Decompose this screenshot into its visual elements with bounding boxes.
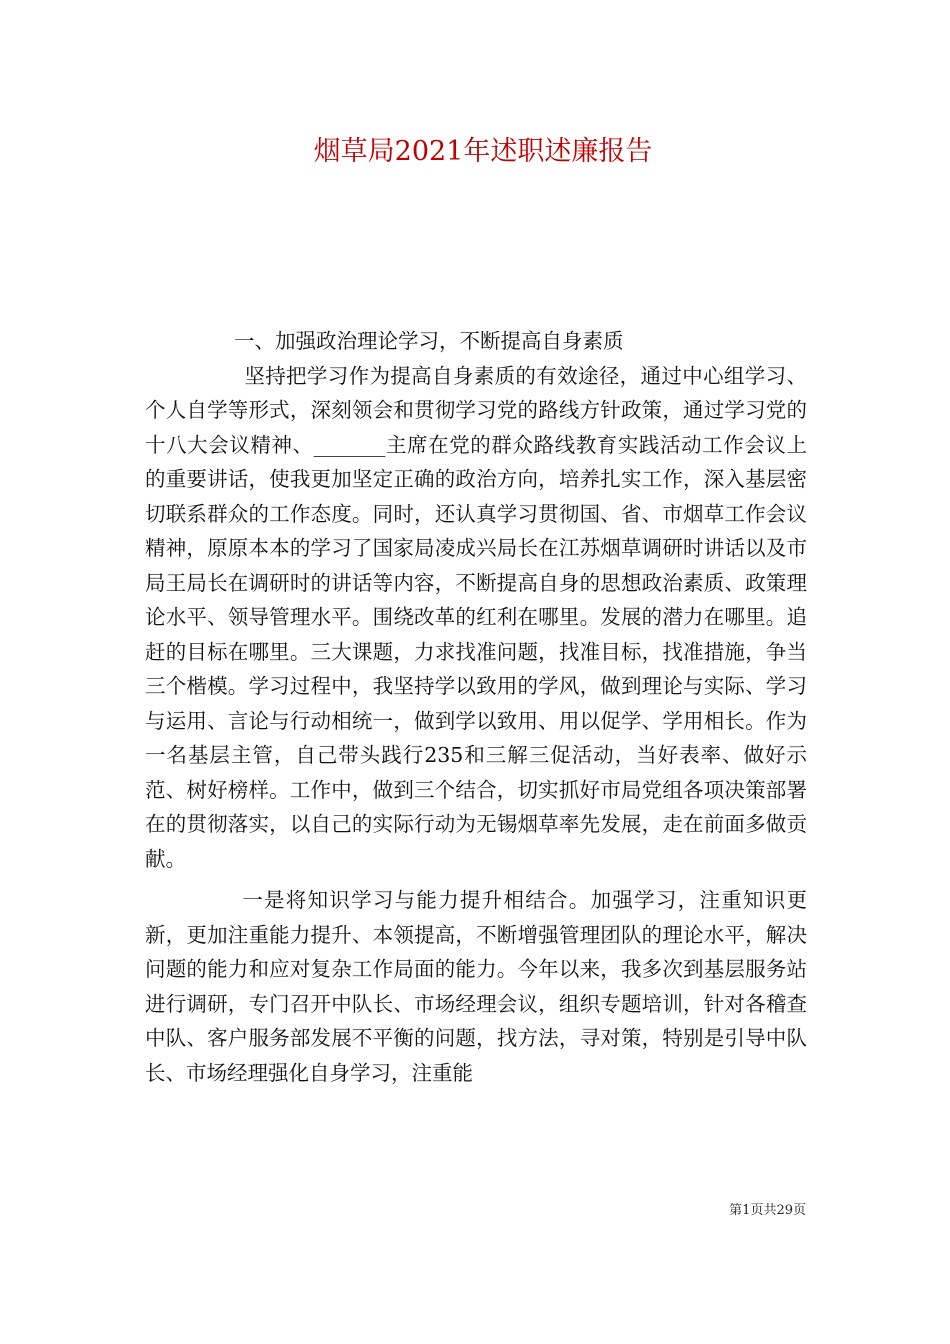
paragraph-1 xyxy=(145,359,807,877)
page-number: 第1页共29页 xyxy=(729,1203,806,1218)
paragraph-2-text: 一是将知识学习与能力提升相结合。加强学习，注重知识更新，更加注重能力提升、本领提高，不断增强管理团队的理论水平，解决问题的能力和应对复杂工作局面的能力。今年以来，我多次到基层服务站进行调研，专门召开中队长、市场经理会议，组织专题培训，针对各稽查中队、客户服务部发展不平衡的问题，找方法，寻对策，特别是引导中队长、市场经理强化自身学习，注重能 xyxy=(145,888,807,1085)
paragraph-2 xyxy=(145,883,807,1090)
paragraph-1-text: 坚持把学习作为提高自身素质的有效途径，通过中心组学习、个人自学等形式，深刻领会和贯彻学习党的路线方针政策，通过学习党的十八大会议精神、_______主席在党的群众路线教育实践活动工作会议上的重要讲话，使我更加坚定正确的政治方向，培养扎实工作，深入基层密切联系群众的工作态度。同时，还认真学习贯彻国、省、市烟草工作会议精神，原原本本的学习了国家局凌成兴局长在江苏烟草调研时讲话以及市局王局长在调研时的讲话等内容，不断提高自身的思想政治素质、政策理论水平、领导管理水平。围绕改革的红利在哪里。发展的潜力在哪里。追赶的目标在哪里。三大课题，力求找准问题，找准目标，找准措施，争当三个楷模。学习过程中，我坚持学以致用的学风，做到理论与实际、学习与运用、言论与行动相统一，做到学以致用、用以促学、学用相长。作为一名基层主管，自己带头践行235和三解三促活动，当好表率、做好示范、树好榜样。工作中，做到三个结合，切实抓好市局党组各项决策部署在的贯彻落实，以自己的实际行动为无锡烟草率先发展，走在前面多做贡献。 xyxy=(145,363,807,871)
document-body xyxy=(145,324,807,1090)
section-heading: 一、加强政治理论学习，不断提高自身素质 xyxy=(234,329,624,353)
document-title: 烟草局2021年述职述廉报告 xyxy=(313,136,653,167)
paragraph-spacer xyxy=(145,876,807,883)
